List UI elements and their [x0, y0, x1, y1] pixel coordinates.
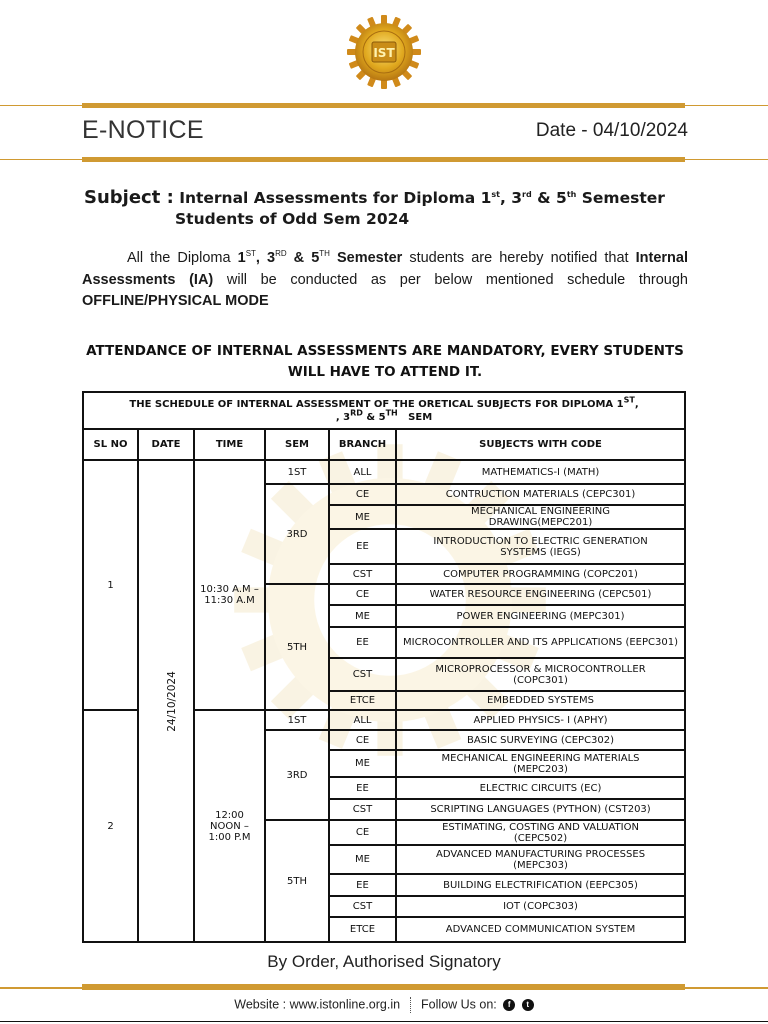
svg-text:IST: IST: [373, 46, 395, 60]
sup: ST: [623, 395, 635, 405]
subject-cell: SCRIPTING LANGUAGES (PYTHON) (CST203): [396, 799, 685, 820]
branch-cell: ETCE: [329, 917, 396, 942]
subject-cell: MECHANICAL ENGINEERING MATERIALS (MEPC203): [396, 750, 685, 777]
branch-cell: ME: [329, 505, 396, 529]
sup: TH: [319, 249, 330, 259]
signatory: By Order, Authorised Signatory: [267, 952, 501, 971]
sup: RD: [275, 249, 287, 259]
branch-cell: EE: [329, 627, 396, 658]
subject-heading: [84, 187, 694, 230]
facebook-icon[interactable]: f: [503, 999, 515, 1011]
notice-date: Date - 04/10/2024: [535, 120, 688, 141]
para-bold: OFFLINE/PHYSICAL MODE: [82, 293, 269, 309]
attendance-notice-line2: WILL HAVE TO ATTEND IT.: [287, 364, 483, 380]
para-text: will be conducted as per below mentioned schedule through: [213, 271, 688, 288]
sup: ST: [245, 249, 256, 259]
sup: TH: [385, 408, 398, 418]
header-top-rule: [82, 103, 685, 108]
subject-cell: MECHANICAL ENGINEERING DRAWING(MEPC201): [396, 505, 685, 529]
subject-label: Subject :: [84, 187, 174, 208]
subject-text: Internal Assessments for Diploma 1: [179, 189, 492, 207]
subject-cell: ESTIMATING, COSTING AND VALUATION (CEPC502): [396, 820, 685, 845]
footer-separator: [410, 997, 412, 1013]
subject-cell: ADVANCED COMMUNICATION SYSTEM: [396, 917, 685, 942]
notice-paragraph: [82, 248, 688, 313]
branch-cell: EE: [329, 777, 396, 799]
sup: th: [566, 189, 577, 199]
schedule-table: [82, 391, 684, 940]
subject-cell: APPLIED PHYSICS- I (APHY): [396, 710, 685, 730]
branch-cell: CE: [329, 484, 396, 505]
para-bold: , 3: [255, 250, 276, 266]
subject-cell: INTRODUCTION TO ELECTRIC GENERATION SYSTEMS (IEGS): [396, 529, 685, 564]
subject-text: & 5: [531, 189, 567, 207]
branch-cell: ME: [329, 750, 396, 777]
subject-text: Semester: [576, 189, 665, 207]
header-bottom-rule: [82, 157, 685, 162]
table-row: [83, 460, 685, 484]
subject-cell: MICROCONTROLLER AND ITS APPLICATIONS (EEPC301): [396, 627, 685, 658]
header-subjects: SUBJECTS WITH CODE: [396, 429, 685, 460]
time-cell: 10:30 A.M – 11:30 A.M: [194, 460, 265, 710]
table-header-row: [83, 429, 685, 460]
sl-no-cell: 1: [83, 460, 138, 710]
branch-cell: ME: [329, 845, 396, 874]
subject-cell: MICROPROCESSOR & MICROCONTROLLER (COPC301): [396, 658, 685, 691]
attendance-notice: [82, 341, 688, 383]
title-text: THE SCHEDULE OF INTERNAL ASSESSMENT OF THE ORETICAL SUBJECTS FOR DIPLOMA 1: [129, 398, 624, 410]
subject-cell: COMPUTER PROGRAMMING (COPC201): [396, 564, 685, 584]
sl-no-cell: 2: [83, 710, 138, 942]
branch-cell: ALL: [329, 710, 396, 730]
header-date: DATE: [138, 429, 194, 460]
institute-logo: [346, 14, 422, 90]
header-time: TIME: [194, 429, 265, 460]
subject-cell: EMBEDDED SYSTEMS: [396, 691, 685, 710]
sup: rd: [522, 189, 532, 199]
para-bold: 1: [237, 250, 246, 266]
branch-cell: ALL: [329, 460, 396, 484]
footer: [0, 997, 768, 1013]
branch-cell: CE: [329, 730, 396, 750]
sem-cell: 3RD: [265, 730, 329, 820]
time-cell: 12:00 NOON – 1:00 P.M: [194, 710, 265, 942]
title-text: , 3: [335, 411, 351, 423]
header-branch: BRANCH: [329, 429, 396, 460]
sem-cell: 1ST: [265, 460, 329, 484]
branch-cell: CE: [329, 584, 396, 605]
sup: st: [491, 189, 500, 199]
subject-cell: MATHEMATICS-I (MATH): [396, 460, 685, 484]
sem-cell: 5TH: [265, 820, 329, 942]
title-text: & 5: [362, 411, 386, 423]
sem-cell: 1ST: [265, 710, 329, 730]
branch-cell: CST: [329, 896, 396, 917]
table-title-row: [83, 392, 685, 429]
sup: RD: [350, 408, 363, 418]
subject-text: , 3: [499, 189, 523, 207]
subject-cell: WATER RESOURCE ENGINEERING (CEPC501): [396, 584, 685, 605]
branch-cell: EE: [329, 874, 396, 896]
twitter-icon[interactable]: t: [522, 999, 534, 1011]
subject-cell: CONTRUCTION MATERIALS (CEPC301): [396, 484, 685, 505]
para-bold: Internal Assessments (IA): [82, 250, 688, 288]
subject-cell: POWER ENGINEERING (MEPC301): [396, 605, 685, 627]
branch-cell: ETCE: [329, 691, 396, 710]
subject-cell: ELECTRIC CIRCUITS (EC): [396, 777, 685, 799]
date-cell: [138, 460, 194, 942]
page-bottom-border: [0, 1021, 768, 1022]
para-bold: & 5: [286, 250, 320, 266]
header-sl-no: SL NO: [83, 429, 138, 460]
branch-cell: CST: [329, 564, 396, 584]
subject-cell: IOT (COPC303): [396, 896, 685, 917]
gear-emblem-icon: [346, 14, 422, 90]
branch-cell: ME: [329, 605, 396, 627]
table-title: THE SCHEDULE OF INTERNAL ASSESSMENT OF THE ORETICAL SUBJECTS FOR DIPLOMA 1ST, , 3RD & 5TH SEM: [83, 392, 685, 429]
attendance-notice-line1: ATTENDANCE OF INTERNAL ASSESSMENTS ARE MANDATORY, EVERY STUDENTS: [86, 343, 684, 359]
branch-cell: CE: [329, 820, 396, 845]
sem-cell: 5TH: [265, 584, 329, 710]
branch-cell: CST: [329, 658, 396, 691]
branch-cell: CST: [329, 799, 396, 820]
title-text: SEM: [397, 411, 433, 423]
exam-date: 24/10/2024: [165, 670, 178, 732]
header-sem: SEM: [265, 429, 329, 460]
subject-line2: Students of Odd Sem 2024: [175, 210, 410, 228]
sem-cell: 3RD: [265, 484, 329, 584]
website-link[interactable]: Website : www.istonline.org.in: [234, 997, 401, 1012]
branch-cell: EE: [329, 529, 396, 564]
follow-label: Follow Us on:: [421, 997, 497, 1012]
subject-cell: BASIC SURVEYING (CEPC302): [396, 730, 685, 750]
para-text: students are hereby notified that: [402, 250, 636, 266]
para-bold: Semester: [329, 250, 403, 266]
subject-cell: ADVANCED MANUFACTURING PROCESSES (MEPC303): [396, 845, 685, 874]
para-text: All the Diploma: [127, 250, 238, 266]
page-title: E-NOTICE: [82, 116, 204, 144]
footer-rule: [82, 984, 685, 990]
subject-cell: BUILDING ELECTRIFICATION (EEPC305): [396, 874, 685, 896]
